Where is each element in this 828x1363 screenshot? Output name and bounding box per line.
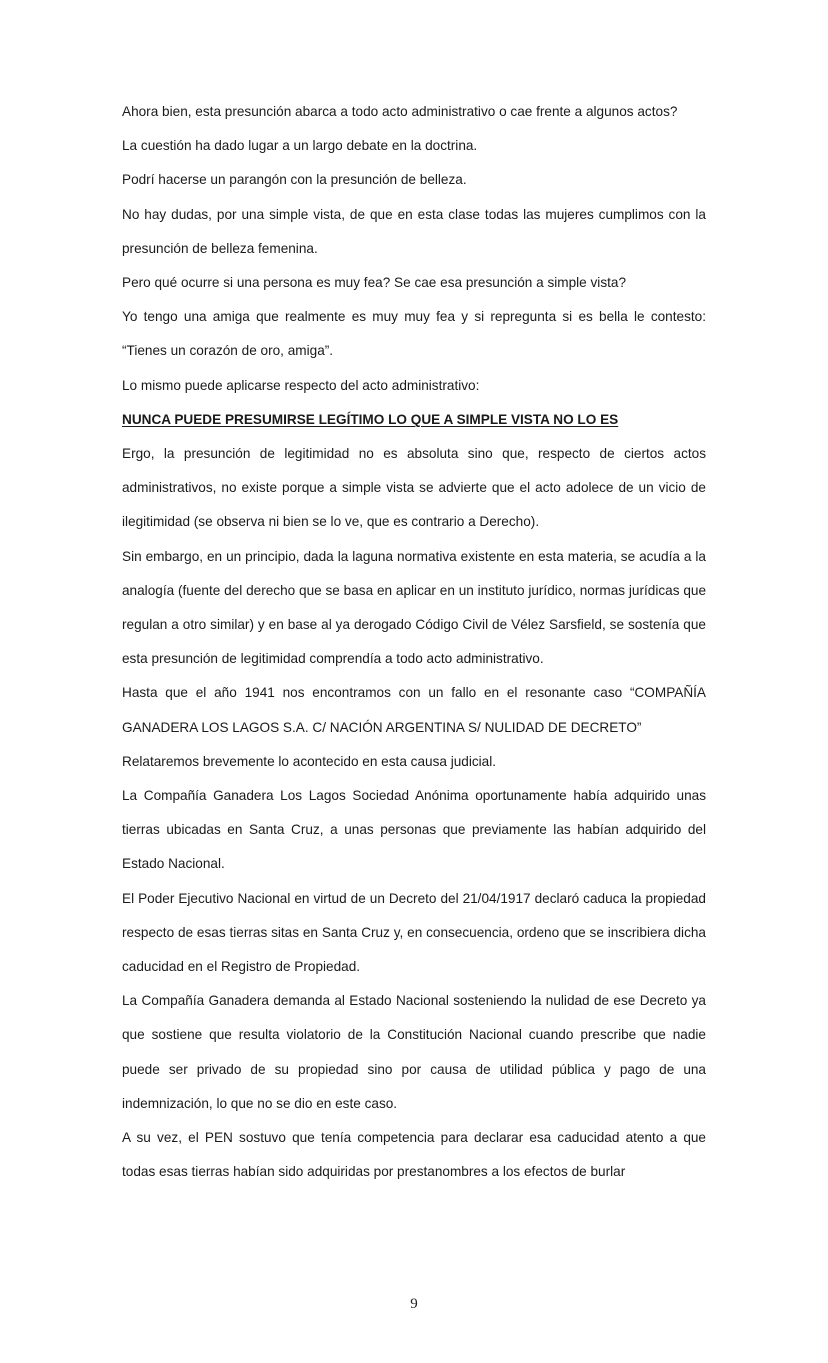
page-number: 9 — [410, 1296, 418, 1312]
section-heading: NUNCA PUEDE PRESUMIRSE LEGÍTIMO LO QUE A SIMPLE VISTA NO LO ES — [122, 411, 619, 427]
paragraph-10: Sin embargo, en un principio, dada la laguna normativa existente en esta materia, se acudía a la analogía (fuente del derecho que se basa en aplicar en un instituto jurídico, normas jurídicas que regulan a otro similar) y en base al ya derogado Código Civil de Vélez Sarsfield, se sostenía que esta presunción de legitimidad comprendía a todo acto administrativo. — [122, 548, 706, 667]
paragraph-14: El Poder Ejecutivo Nacional en virtud de un Decreto del 21/04/1917 declaró caduca la propiedad respecto de esas tierras sitas en Santa Cruz y, en consecuencia, ordeno que se inscribiera dicha caducidad en el Registro de Propiedad. — [122, 890, 706, 975]
paragraph-9: Ergo, la presunción de legitimidad no es absoluta sino que, respecto de ciertos actos administrativos, no existe porque a simple vista se advierte que el acto adolece de un vicio de ilegitimidad (se observa ni bien se lo ve, que es contrario a Derecho). — [122, 446, 706, 530]
paragraph-13: La Compañía Ganadera Los Lagos Sociedad Anónima oportunamente había adquirido unas tierras ubicadas en Santa Cruz, a unas personas que previamente las habían adquirido del Estado Nacional. — [122, 788, 706, 872]
paragraph-5: Pero qué ocurre si una persona es muy fea? Se cae esa presunción a simple vista? — [122, 275, 627, 291]
paragraph-4: No hay dudas, por una simple vista, de que en esta clase todas las mujeres cumplimos con la presunción de belleza femenina. — [122, 206, 706, 256]
paragraph-1: Ahora bien, esta presunción abarca a todo acto administrativo o cae frente a algunos actos? — [122, 104, 678, 119]
paragraph-15: La Compañía Ganadera demanda al Estado Nacional sosteniendo la nulidad de ese Decreto ya que sostiene que resulta violatorio de la Constitución Nacional cuando prescribe que nadie puede ser privado de su propiedad sino por causa de utilidad pública y pago de una indemnización, lo que no se dio en este caso. — [122, 993, 706, 1111]
paragraph-6: Yo tengo una amiga que realmente es muy muy fea y si repregunta si es bella le contesto: “Tienes un corazón de oro, amiga”. — [122, 309, 706, 359]
paragraph-3: Podrí hacerse un parangón con la presunción de belleza. — [122, 172, 467, 188]
paragraph-12: Relataremos brevemente lo acontecido en esta causa judicial. — [122, 753, 497, 769]
document-body — [122, 95, 706, 1190]
paragraph-7: Lo mismo puede aplicarse respecto del acto administrativo: — [122, 377, 480, 393]
paragraph-11: Hasta que el año 1941 nos encontramos con un fallo en el resonante caso “COMPAÑÍA GANADERA LOS LAGOS S.A. C/ NACIÓN ARGENTINA S/ NULIDAD DE DECRETO” — [122, 685, 706, 735]
paragraph-2: La cuestión ha dado lugar a un largo debate en la doctrina. — [122, 138, 478, 154]
paragraph-16: A su vez, el PEN sostuvo que tenía competencia para declarar esa caducidad atento a que todas esas tierras habían sido adquiridas por prestanombres a los efectos de burlar — [122, 1130, 706, 1180]
